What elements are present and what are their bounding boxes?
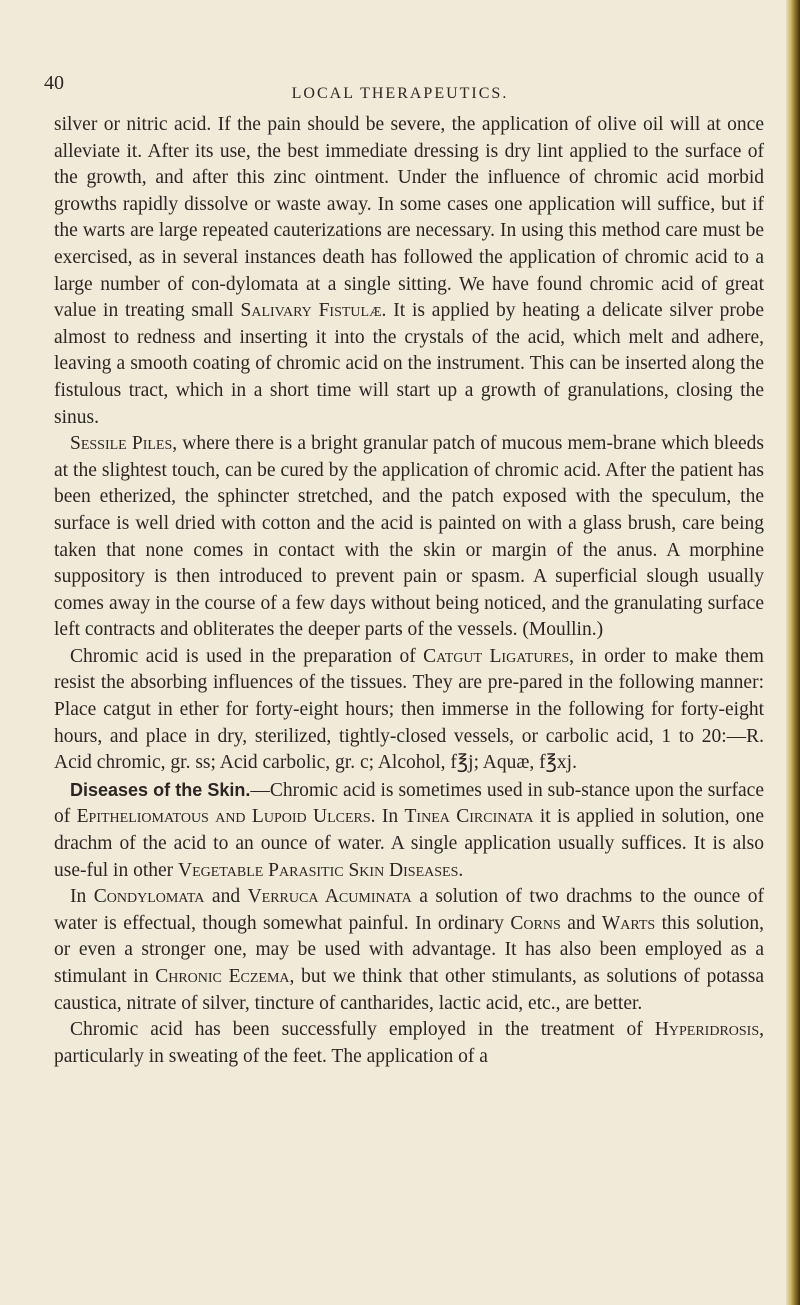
- paragraph-text: , but we think that other stimulants, as solutions of potassa caustica, nitrate of silver, tincture of cantharides, lactic acid, etc., are better.: [54, 966, 765, 1014]
- paragraph-text: Chromic acid is used in the preparation of: [70, 645, 424, 667]
- emphasis-text: Salivary Fistulæ: [240, 300, 382, 322]
- paragraph-text: . In: [370, 806, 405, 828]
- emphasis-text: Hyperidrosis: [654, 1019, 760, 1041]
- paragraph: [54, 431, 764, 644]
- emphasis-text: Vegetable Parasitic Skin Diseases: [178, 859, 459, 881]
- emphasis-text: Tinea Circinata: [404, 806, 534, 828]
- page-number: 40: [44, 72, 64, 94]
- paragraph-text: silver or nitric acid. If the pain should be severe, the application of olive oil will at once alleviate it. After its use, the best immediate dressing is dry lint applied to the surface of the growth, and after this zinc ointment. Under the influence of chromic acid morbid growths rapidly dissolve or waste away. In some cases one application will suffice, but if the warts are large repeated cauterizations are necessary. In using this method care must be exercised, as in several instances death has followed the application of chromic acid to a large number of con-dylomata at a single sitting. We have found chromic acid of great value in treating small: [54, 114, 764, 322]
- paragraph-text: , where there is a bright granular patch of mucous mem-brane which bleeds at the slightest touch, can be cured by the application of chromic acid. After the patient has been etherized, the sphincter stretched, and the patch exposed with the speculum, the surface is well dried with cotton and the acid is painted on with a glass brush, care being taken that none comes in contact with the skin or margin of the anus. A morphine suppository is then introduced to prevent pain or spasm. A superficial slough usually comes away in the course of a few days without being noticed, and the granulating surface left contracts and obliterates the deeper parts of the vessels. (Moullin.): [54, 433, 764, 641]
- paragraph-text: it is applied in solution, one drachm of the acid to an ounce of water. A single application usually suffices. It is also use-ful in other: [54, 806, 765, 881]
- paragraph: [54, 1017, 764, 1070]
- emphasis-text: Condylomata: [93, 886, 205, 908]
- paragraph-text: Chromic acid has been successfully employed in the treatment of: [70, 1019, 655, 1041]
- paragraph-text: , particularly in sweating of the feet. The application of a: [54, 1019, 764, 1067]
- emphasis-text: Diseases of the Skin.: [70, 779, 251, 800]
- emphasis-text: Warts: [601, 912, 656, 934]
- paragraph-text: In: [70, 886, 94, 908]
- paragraph: [54, 112, 764, 431]
- paragraph: [54, 777, 764, 884]
- paragraph-text: , in order to make them resist the absorbing influences of the tissues. They are pre-pared in the following manner: Place catgut in ether for forty-eight hours; then immerse in the following for forty-eight hours, and place in dry, sterilized, tightly-closed vessels, or carbolic acid, 1 to 20:—R. Acid chromic, gr. ss; Acid carbolic, gr. c; Alcohol, f℥j; Aquæ, f℥xj.: [54, 645, 764, 774]
- paragraph-text: . It is applied by heating a delicate silver probe almost to redness and inserting it into the crystals of the acid, which melt and adhere, leaving a smooth coating of chromic acid on the instrument. This can be inserted along the fistulous tract, which in a short time will start up a growth of granulations, closing the sinus.: [54, 300, 764, 428]
- page-edge: [786, 0, 800, 1305]
- emphasis-text: Corns: [510, 912, 561, 934]
- running-head: LOCAL THERAPEUTICS.: [291, 85, 509, 102]
- emphasis-text: Chronic Eczema: [155, 966, 290, 987]
- paragraph-text: a solution of two drachms to the ounce of water is effectual, though somewhat painful. In ordinary: [54, 886, 764, 934]
- body-text: [54, 112, 764, 1070]
- paragraph: [54, 884, 764, 1017]
- emphasis-text: Verruca Acuminata: [247, 886, 412, 908]
- paragraph-text: and: [560, 912, 602, 934]
- paragraph-text: —Chromic acid is sometimes used in sub-stance upon the surface of: [54, 779, 764, 828]
- paragraph-text: this solution, or even a stronger one, may be used with advantage. It has also been employed as a stimulant in: [54, 912, 764, 987]
- paragraph: [54, 644, 764, 777]
- emphasis-text: Catgut Ligatures: [423, 645, 570, 667]
- paragraph-text: .: [458, 859, 464, 881]
- emphasis-text: Sessile Piles: [70, 433, 173, 455]
- emphasis-text: Epitheliomatous and Lupoid Ulcers: [76, 806, 371, 828]
- paragraph-text: and: [204, 886, 248, 908]
